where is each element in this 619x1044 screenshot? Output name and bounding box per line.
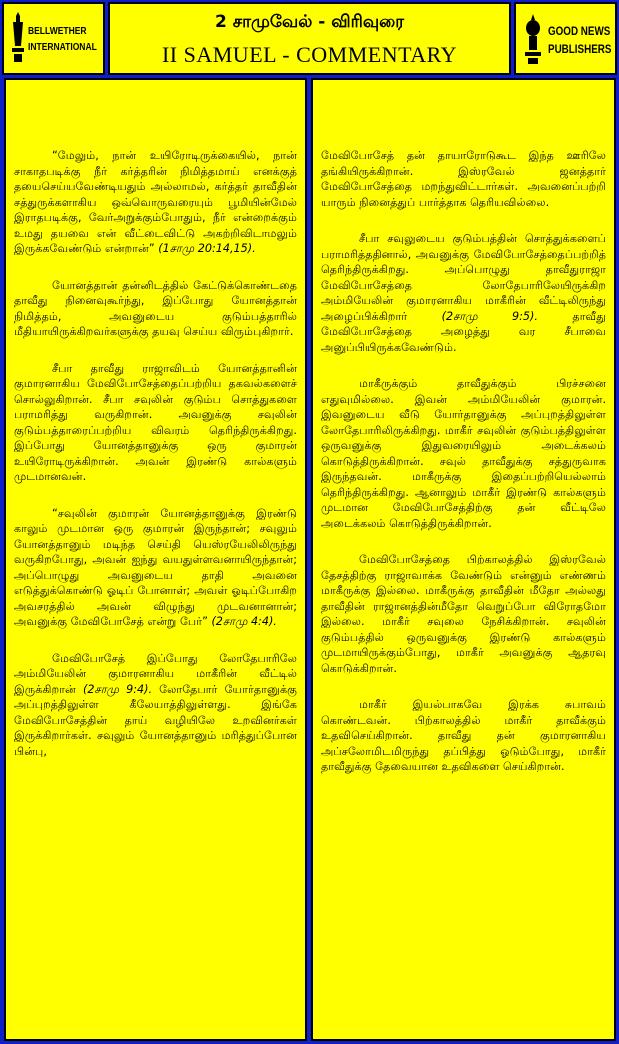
paragraph-text: மாகீருக்கும் தாவீதுக்கும் பிரச்சனை எதுவுமில்லை. இவன் அம்மியேலின் குமாரன். இவனுடைய வீடு யோர்தானுக்கு அப்புறத்திலுள்ள லோதேபாரிலிருக்கிறது. மாகீர் சவுலின் குடும்பத்திலுள்ள ஒருவனுக்கு இதுவரையிலும் அடைக்கலம் கொடுத்திருக்கிறான். சவுல் தாவீதுக்கு சத்துருவாக இருந்தவன். மாகீருக்கு இதைப்பற்றியெல்லாம் தெரிந்திருக்கிறது. ஆனாலும் மாகீர் இரண்டு கால்களும் முடமான மேவிபோசேத்திற்கு தன் வீட்டிலே அடைக்கலம் கொடுத்திருக்கிறான். xyxy=(321,377,606,530)
goodnews-logo-line2: PUBLISHERS xyxy=(548,42,612,56)
paragraph xyxy=(14,278,297,340)
goodnews-logo xyxy=(522,12,611,65)
left-text-column xyxy=(4,78,307,1041)
paragraph-text: சீபா தாவீது ராஜாவிடம் யோனத்தானின் குமாரனாகிய மேவிபோசேத்தைப்பற்றிய தகவல்களைச் சொல்லுகிறான். சீபா சவுலின் குடும்ப சொத்துகளை பராமரித்து வருகிறான். அவனுக்கு சவுலின் குடும்பத்தாரைப்பற்றிய விவரம் தெரிந்திருக்கிறது. இப்போது யோனத்தானுக்கு ஒரு குமாரன் உயிரோடிருக்கிறான். அவன் இரண்டு கால்களும் முடமானவன். xyxy=(14,361,297,483)
bellwether-logo-box xyxy=(2,2,105,75)
paragraph-text: “சவுலின் குமாரன் யோனத்தானுக்கு இரண்டு காலும் முடமான ஒரு குமாரன் இருந்தான்; சவுலும் யோனத்தானும் மடிந்த செய்தி யெஸ்ரயேலிலிருந்து வருகிறபோது, அவன் ஐந்து வயதுள்ளவனாயிருந்தான்; அப்பொழுது அவனுடைய தாதி அவனை எடுத்துக்கொண்டு ஓடிப் போனாள்; அவள் ஓடிப்போகிற அவசரத்தில் அவன் விழுந்து முடவனானான்; அவனுக்கு மேவிபோசேத் என்று பேர்” xyxy=(14,506,297,628)
paragraph xyxy=(14,651,297,760)
paragraph-text: மேவிபோசேத் இப்போது லோதேபாரிலே அம்மியேலின் குமாரனாகிய மாகீரின் வீட்டில் இருக்கிறான் xyxy=(14,651,297,696)
lamp-icon xyxy=(522,12,544,66)
paragraph-text: மேவிபோசேத் தன் தாயாரோடுகூட இந்த ஊரிலே தங்கியிருக்கிறான். இஸ்ரவேல் ஜனத்தார் மேவிபோசேத்தை மறந்துவிட்டார்கள். அவனைப்பற்றி யாரும் நினைத்துப் பார்த்தாக தெரியவில்லை. xyxy=(321,149,606,209)
scripture-reference: (1சாமு 20:14,15). xyxy=(158,242,256,255)
paragraph-text: சீபா சவுலுடைய குடும்பத்தின் சொத்துக்களைப் பராமரித்ததினால், அவனுக்கு மேவிபோசேத்தைப்பற்றித் தெரிந்திருக்கிறது. அப்பொழுது தாவீதுராஜா மேவிபோசேத்தை லோதேபாரிலேயிருக்கிற அம்மியேலின் குமாரனாகிய மாகீரின் வீட்டிலிருந்து அழைப்பிக்கிறார் xyxy=(321,232,606,323)
paragraph xyxy=(14,361,297,485)
header-title-box xyxy=(108,2,511,75)
paragraph-text: யோனத்தான் தன்னிடத்தில் கேட்டுக்கொண்டதை தாவீது நினைவுகூர்ந்து, இப்போது யோனத்தான் நிமித்தம், அவனுடைய குடும்பத்தாரில் மீதியாயிருக்கிறவர்களுக்கு தயவு செய்ய விரும்புகிறார். xyxy=(14,278,297,338)
paragraph xyxy=(321,148,606,210)
lamp-icon xyxy=(10,12,26,64)
goodnews-logo-box xyxy=(514,2,617,75)
paragraph-text: லோதேபார் யோர்தானுக்கு அப்புறத்திலுள்ள கீலேயாத்திலுள்ளது. இங்கே மேவிபோசேத்தின் தாய் வழியிலே உறவினர்கள் இருக்கிறார்கள். சவுலும் யோனத்தானும் மரித்துப்போன பின்பு, xyxy=(14,682,297,758)
paragraph xyxy=(321,552,606,676)
left-column-text xyxy=(14,148,297,780)
goodnews-logo-line1: GOOD NEWS xyxy=(548,24,611,38)
paragraph-text: “மேலும், நான் உயிரோடிருக்கையில், நான் சாகாதபடிக்கு நீர் கர்த்தரின் நிமித்தமாய் எனக்குத் தயைசெய்யவேண்டியதும் அல்லாமல், கர்த்தர் தாவீதின் சத்துருக்களாகிய ஒவ்வொருவரையும் பூமியின்மேல் இராதபடிக்கு, வேர்அறுக்கும்போதும், நீர் என்றைக்கும் உமது தயவை என் வீட்டைவிட்டு அகற்றிவிடாமலும் இருக்கவேண்டும் என்றான்” xyxy=(14,149,297,255)
right-column-text xyxy=(321,148,606,796)
scripture-reference: (2சாமு 4:4). xyxy=(211,615,277,628)
paragraph xyxy=(14,148,297,257)
title-tamil: 2 சாமுவேல் - விரிவுரை xyxy=(215,12,404,32)
paragraph xyxy=(321,231,606,355)
paragraph-text: மேவிபோசேத்தை பிற்காலத்தில் இஸ்ரவேல் தேசத்திற்கு ராஜாவாக்க வேண்டும் என்னும் எண்ணம் மாகீருக்கு இல்லை. மாகீருக்கு தாவீதின் மீதோ அல்லது தாவீதின் ராஜானத்தின்மீதோ வெறுப்போ விரோதமோ இல்லை. மாகீர் சவுலை நேசிக்கிறான். சவுலின் குடும்பத்தில் ஒருவனுக்கு இரண்டு கால்களும் முடமாயிருக்கும்போது, மாகீர் அவனுக்கு ஆதரவு கொடுக்கிறான். xyxy=(321,553,606,675)
bellwether-logo-line1: BELLWETHER xyxy=(28,26,87,37)
scripture-reference: (2சாமு 9:5). xyxy=(441,309,538,323)
title-english: II SAMUEL - COMMENTARY xyxy=(161,42,458,67)
right-text-column xyxy=(311,78,616,1041)
paragraph xyxy=(14,506,297,630)
bellwether-logo-line2: INTERNATIONAL xyxy=(28,42,97,53)
paragraph xyxy=(321,376,606,531)
scripture-reference: (2சாமு 9:4). xyxy=(83,682,153,696)
paragraph xyxy=(321,697,606,775)
bellwether-logo xyxy=(10,12,99,65)
paragraph-text: தாவீது மேவிபோசேத்தை அழைத்து வர சீபாவை அனுப்பியிருக்கவேண்டும். xyxy=(321,309,606,354)
paragraph-text: மாகீர் இயல்பாகவே இரக்க சுபாவம் கொண்டவன். பிற்காலத்தில் மாகீர் தாவீக்கும் உதவிசெய்கிறான். தாவீது தன் குமாரனாகிய அப்சலோமிடமிருந்து தப்பித்து ஓடும்போது, மாகீர் தாவீதுக்கு தேவையான உதவிகளை செய்கிறான். xyxy=(321,698,606,773)
